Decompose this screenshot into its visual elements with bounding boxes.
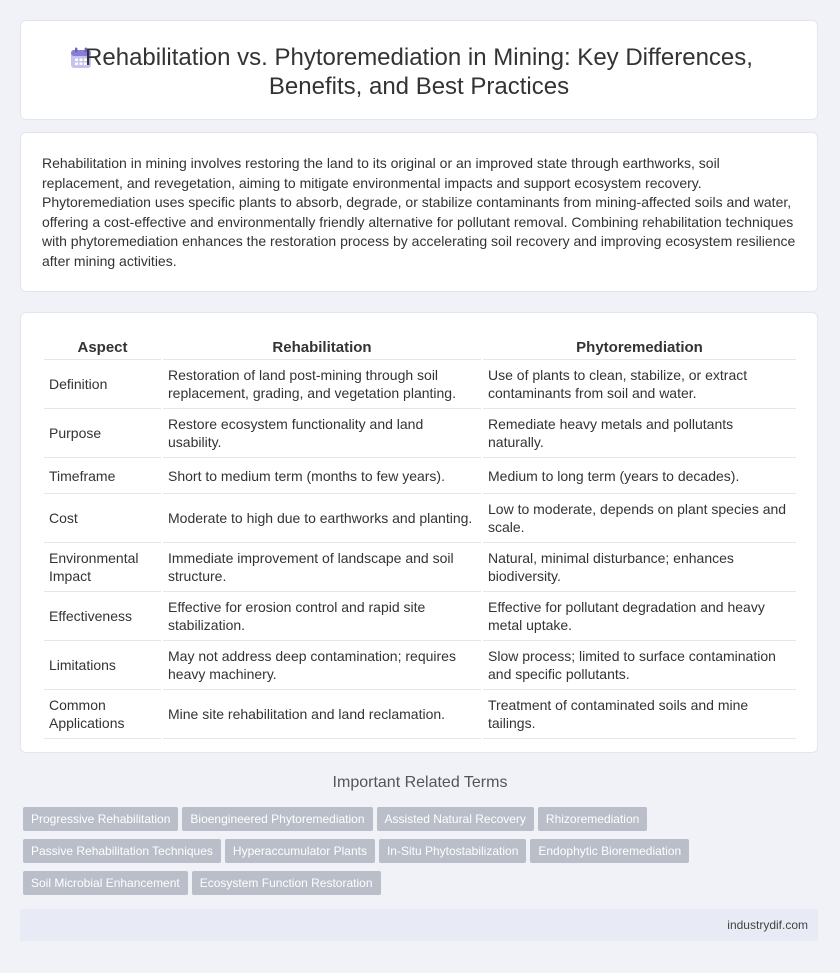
related-term-tag[interactable]: Endophytic Bioremediation [530,839,689,863]
cell-rehabilitation: Short to medium term (months to few years). [163,458,481,494]
related-term-tag[interactable]: Hyperaccumulator Plants [225,839,375,863]
comparison-table-card [20,312,818,753]
related-term-tag[interactable]: Bioengineered Phytoremediation [182,807,372,831]
cell-rehabilitation: May not address deep contamination; requires heavy machinery. [163,641,481,690]
intro-paragraph: Rehabilitation in mining involves restoring the land to its original or an improved state through earthworks, soil replacement, and revegetation, aiming to mitigate environmental impacts and support ecosystem recovery. Phytoremediation uses specific plants to absorb, degrade, or stabilize contaminants from mining-affected soils and water, offering a cost-effective and environmentally friendly alternative for pollutant removal. Combining rehabilitation techniques with phytoremediation enhances the restoration process by accelerating soil recovery and improving ecosystem resilience after mining activities. [42,155,796,269]
header-aspect: Aspect [44,335,161,360]
cell-rehabilitation: Moderate to high due to earthworks and planting. [163,494,481,543]
cell-phytoremediation: Slow process; limited to surface contamination and specific pollutants. [483,641,796,690]
comparison-table [42,335,798,739]
table-row [44,690,796,739]
related-term-tag[interactable]: Soil Microbial Enhancement [23,871,188,895]
related-terms-list [23,807,823,903]
cell-rehabilitation: Mine site rehabilitation and land reclamation. [163,690,481,739]
footer [20,909,818,941]
cell-phytoremediation: Use of plants to clean, stabilize, or extract contaminants from soil and water. [483,360,796,409]
table-row [44,458,796,494]
related-term-tag[interactable]: Passive Rehabilitation Techniques [23,839,221,863]
table-header-row [44,335,796,360]
header-rehabilitation: Rehabilitation [163,335,481,360]
cell-phytoremediation: Effective for pollutant degradation and heavy metal uptake. [483,592,796,641]
header-phytoremediation: Phytoremediation [483,335,796,360]
cell-rehabilitation: Immediate improvement of landscape and soil structure. [163,543,481,592]
page-title: Rehabilitation vs. Phytoremediation in Mining: Key Differences, Benefits, and Best Practices [85,44,753,100]
related-term-tag[interactable]: In-Situ Phytostabilization [379,839,526,863]
cell-phytoremediation: Medium to long term (years to decades). [483,458,796,494]
cell-aspect: Effectiveness [44,592,161,641]
cell-rehabilitation: Restoration of land post-mining through soil replacement, grading, and vegetation planting. [163,360,481,409]
table-row [44,494,796,543]
footer-site: industrydif.com [727,918,808,932]
related-term-tag[interactable]: Ecosystem Function Restoration [192,871,381,895]
title-card [20,20,818,120]
cell-aspect: Definition [44,360,161,409]
cell-phytoremediation: Low to moderate, depends on plant species and scale. [483,494,796,543]
intro-card [20,132,818,292]
cell-phytoremediation: Treatment of contaminated soils and mine tailings. [483,690,796,739]
related-term-tag[interactable]: Rhizoremediation [538,807,647,831]
table-row [44,360,796,409]
table-row [44,592,796,641]
table-row [44,543,796,592]
cell-aspect: Limitations [44,641,161,690]
cell-aspect: Purpose [44,409,161,458]
table-row [44,409,796,458]
cell-aspect: Timeframe [44,458,161,494]
cell-aspect: Common Applications [44,690,161,739]
related-term-tag[interactable]: Assisted Natural Recovery [377,807,534,831]
related-terms-title: Important Related Terms [332,774,508,791]
cell-rehabilitation: Effective for erosion control and rapid site stabilization. [163,592,481,641]
cell-rehabilitation: Restore ecosystem functionality and land usability. [163,409,481,458]
cell-phytoremediation: Natural, minimal disturbance; enhances biodiversity. [483,543,796,592]
cell-aspect: Cost [44,494,161,543]
cell-aspect: Environmental Impact [44,543,161,592]
cell-phytoremediation: Remediate heavy metals and pollutants naturally. [483,409,796,458]
related-term-tag[interactable]: Progressive Rehabilitation [23,807,178,831]
table-row [44,641,796,690]
